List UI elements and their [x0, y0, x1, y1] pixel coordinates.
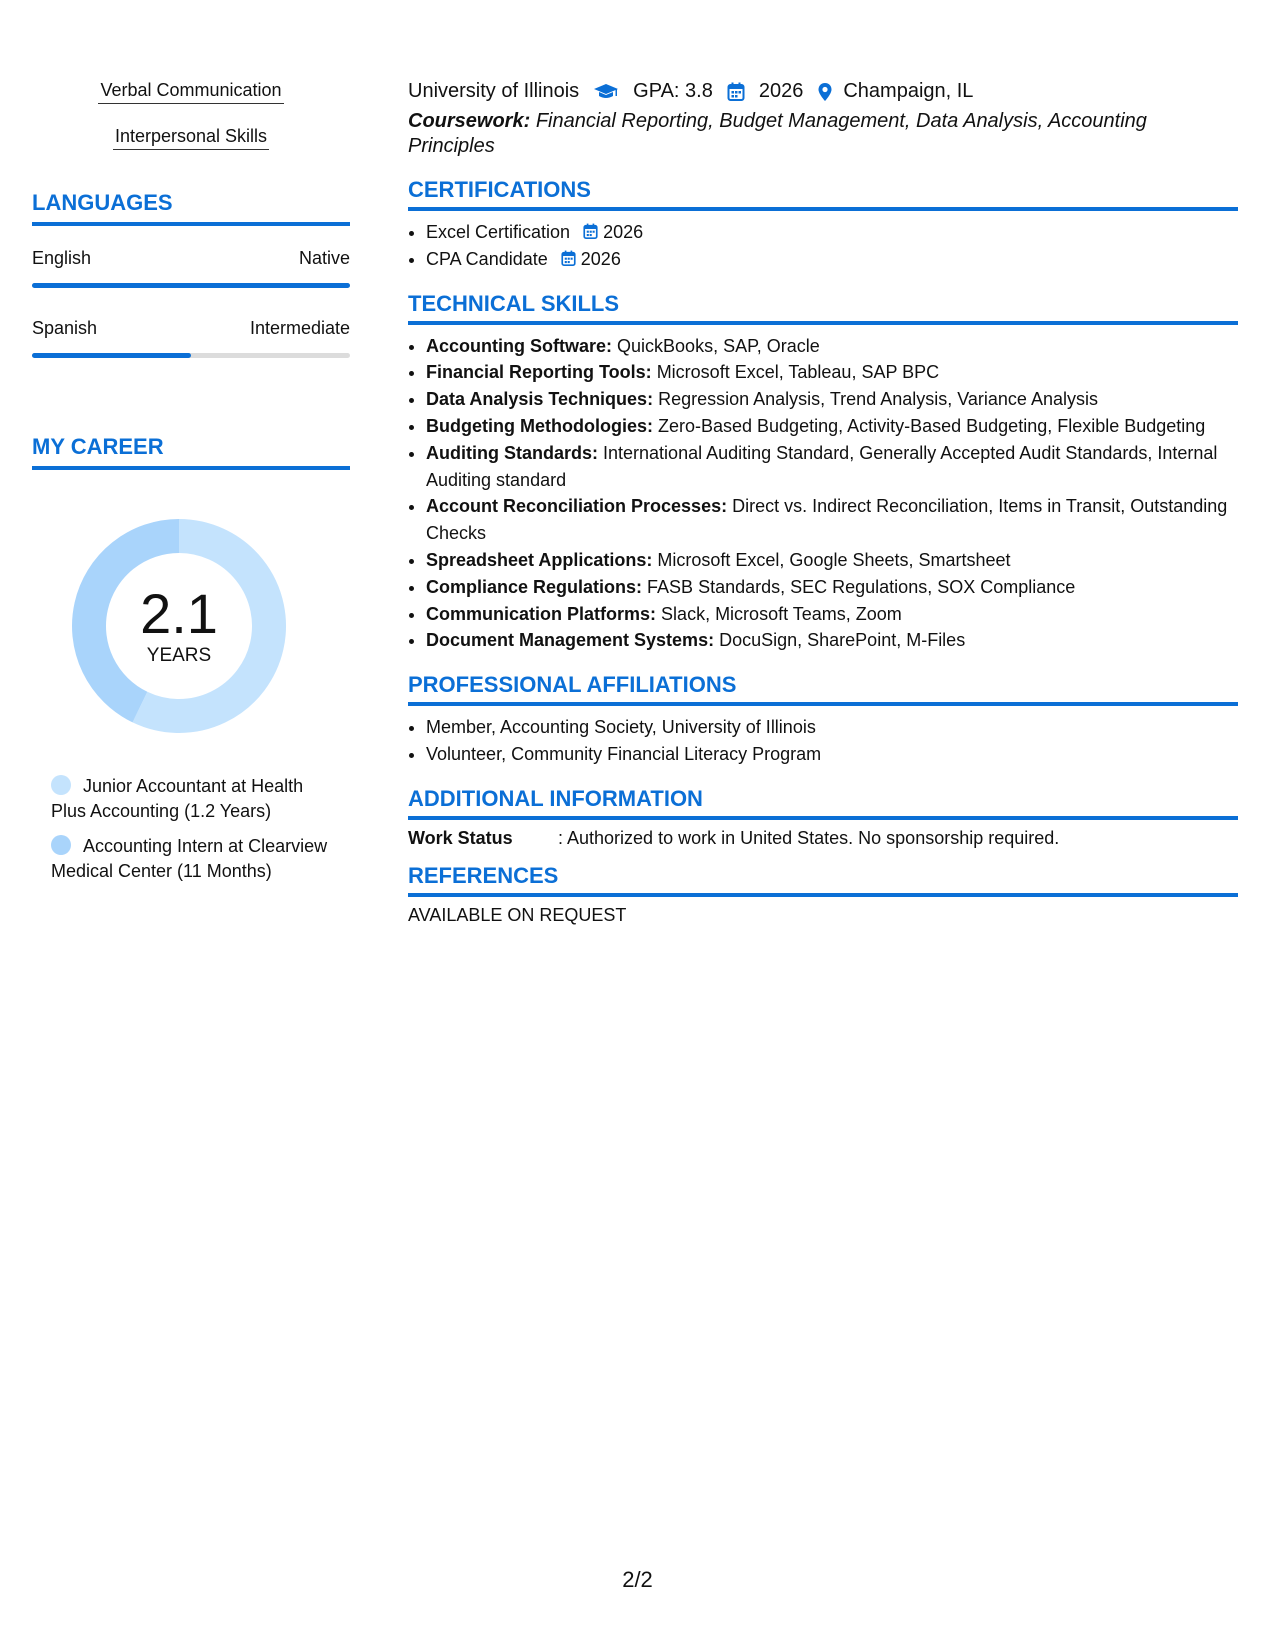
skill-label: Document Management Systems:: [426, 630, 715, 651]
skill-label: Auditing Standards:: [426, 442, 598, 463]
affiliations-list: [408, 714, 1238, 768]
skill-label: Accounting Software:: [426, 335, 613, 356]
career-total-value: 2.1: [140, 582, 218, 645]
legend-dot-icon: [51, 775, 71, 795]
skill-label: Budgeting Methodologies:: [426, 415, 653, 436]
education-line: [408, 80, 1238, 103]
soft-skill-item: [32, 126, 350, 150]
career-legend: [51, 774, 331, 884]
languages-title: LANGUAGES: [32, 190, 350, 226]
technical-skills-list: [408, 333, 1238, 655]
skill-value: Microsoft Excel, Google Sheets, Smartsheet: [657, 549, 1011, 570]
certification-year: 2026: [603, 222, 644, 242]
skill-item: [426, 547, 1238, 574]
coursework-label: Coursework:: [408, 110, 531, 132]
skill-value: QuickBooks, SAP, Oracle: [617, 335, 820, 356]
skill-label: Spreadsheet Applications:: [426, 549, 653, 570]
additional-info-title: ADDITIONAL INFORMATION: [408, 786, 1238, 820]
skill-value: Zero-Based Budgeting, Activity-Based Budgeting, Flexible Budgeting: [657, 415, 1206, 436]
career-total-unit: YEARS: [146, 645, 212, 666]
legend-label: Accounting Intern at Clearview Medical Center (11 Months): [51, 836, 328, 881]
donut-center: [67, 514, 291, 738]
skill-label: Compliance Regulations:: [426, 576, 643, 597]
coursework: [408, 109, 1238, 159]
legend-dot-icon: [51, 835, 71, 855]
references-title: REFERENCES: [408, 863, 1238, 897]
career-title: MY CAREER: [32, 434, 350, 470]
skill-value: Slack, Microsoft Teams, Zoom: [661, 603, 902, 624]
skill-value: Microsoft Excel, Tableau, SAP BPC: [656, 362, 940, 383]
references-text: AVAILABLE ON REQUEST: [408, 904, 627, 925]
certification-year: 2026: [580, 248, 621, 269]
right-column: [408, 80, 1238, 926]
affiliations-title: PROFESSIONAL AFFILIATIONS: [408, 672, 1238, 706]
skill-label: Account Reconciliation Processes:: [426, 496, 728, 517]
career-donut-chart: [67, 514, 291, 738]
coursework-text: Financial Reporting, Budget Management, Data Analysis, Accounting Principles: [408, 110, 1147, 157]
page-number: 2/2: [622, 1567, 653, 1592]
school-name: University of Illinois: [408, 80, 580, 102]
certification-item: [426, 246, 1238, 273]
skill-item: [426, 440, 1238, 494]
certification-name: CPA Candidate: [426, 248, 548, 269]
language-proficiency-fill: [32, 283, 350, 288]
school-location: Champaign, IL: [843, 80, 974, 102]
language-proficiency-bar: [32, 353, 350, 358]
language-row: [32, 248, 350, 269]
map-pin-icon: [817, 82, 833, 102]
skill-item: [426, 333, 1238, 360]
skill-item: [426, 386, 1238, 413]
legend-item: [51, 834, 331, 884]
language-name: Spanish: [32, 318, 98, 338]
skill-value: DocuSign, SharePoint, M-Files: [719, 630, 966, 651]
skill-value: Regression Analysis, Trend Analysis, Variance Analysis: [658, 389, 1098, 410]
skill-value: International Auditing Standard, Generally Accepted Audit Standards, Internal Auditing standard: [426, 442, 1218, 490]
skill-item: [426, 413, 1238, 440]
legend-item: [51, 774, 331, 824]
gpa: GPA: 3.8: [633, 80, 713, 102]
soft-skill-item: [32, 80, 350, 104]
work-status-value: : Authorized to work in United States. No sponsorship required.: [558, 827, 1060, 848]
graduation-year: 2026: [758, 80, 804, 102]
calendar-icon: [561, 250, 576, 267]
language-level: Native: [298, 248, 350, 268]
skill-value: FASB Standards, SEC Regulations, SOX Compliance: [647, 576, 1076, 597]
soft-skill-label: Verbal Communication: [98, 80, 283, 104]
language-name: English: [32, 248, 92, 268]
skill-item: [426, 574, 1238, 601]
certifications-title: CERTIFICATIONS: [408, 177, 1238, 211]
affiliation-item: • Member, Accounting Society, University of Illinois: [426, 714, 1238, 741]
skill-item: [426, 359, 1238, 386]
work-status-row: [408, 828, 1238, 849]
language-row: [32, 318, 350, 339]
skill-item: [426, 627, 1238, 654]
language-level: Intermediate: [249, 318, 350, 338]
calendar-icon: [583, 223, 598, 240]
skill-item: [426, 601, 1238, 628]
calendar-icon: [727, 82, 745, 102]
skill-value: Direct vs. Indirect Reconciliation, Items in Transit, Outstanding Checks: [426, 496, 1228, 544]
skill-label: Financial Reporting Tools:: [426, 362, 652, 383]
skill-label: Communication Platforms:: [426, 603, 657, 624]
certification-item: [426, 219, 1238, 246]
certification-name: Excel Certification: [426, 222, 571, 242]
skill-item: [426, 493, 1238, 547]
affiliation-item: • Volunteer, Community Financial Literacy Program: [426, 741, 1238, 768]
left-column: [32, 80, 350, 894]
language-proficiency-bar: [32, 283, 350, 288]
legend-label: Junior Accountant at Health Plus Accounting (1.2 Years): [51, 776, 304, 821]
soft-skill-label: Interpersonal Skills: [113, 126, 269, 150]
skill-label: Data Analysis Techniques:: [426, 389, 654, 410]
certifications-list: [408, 219, 1238, 273]
technical-skills-title: TECHNICAL SKILLS: [408, 291, 1238, 325]
language-proficiency-fill: [32, 353, 191, 358]
work-status-label: Work Status: [408, 827, 513, 848]
graduation-cap-icon: [593, 82, 619, 102]
